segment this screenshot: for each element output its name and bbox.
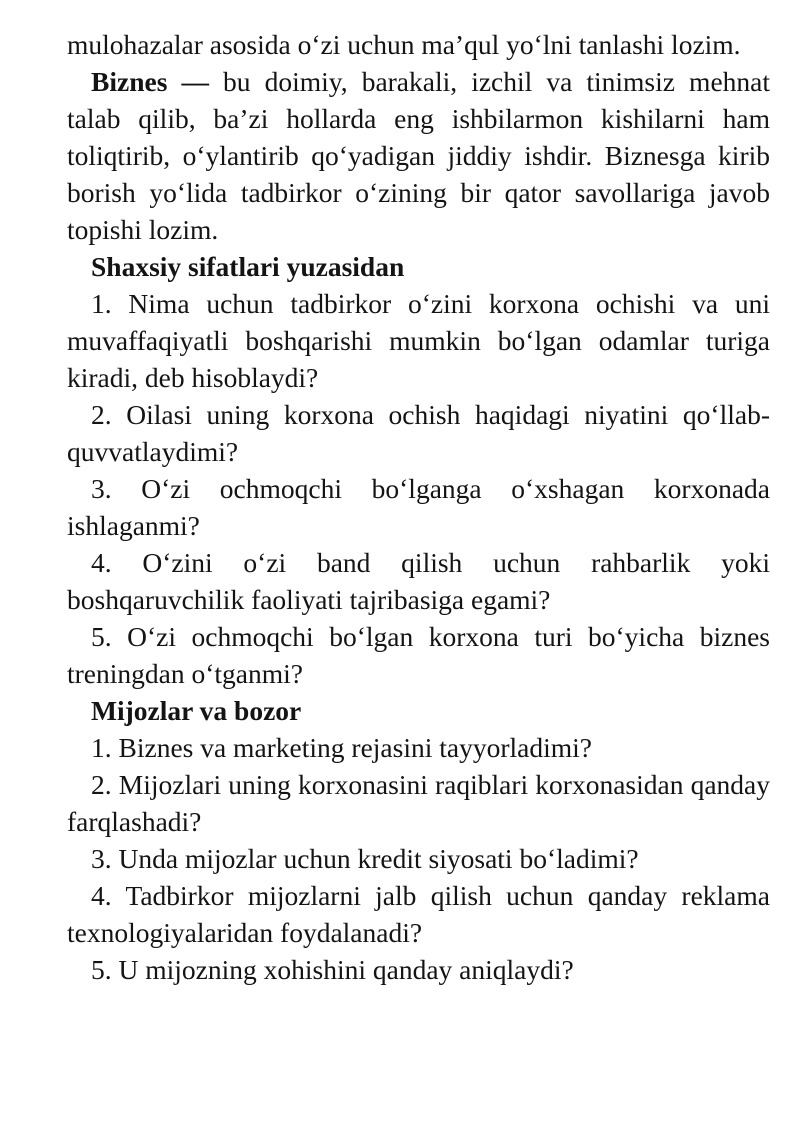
section-heading: Mijozlar va bozor	[91, 695, 302, 726]
question-item: 3. O‘zi ochmoqchi bo‘lganga o‘xshagan korxonada ishlaganmi?	[67, 473, 770, 541]
question-item: 2. Oilasi uning korxona ochish haqidagi niyatini qo‘llab-quvvatlaydimi?	[67, 399, 770, 467]
question-item: 3. Unda mijozlar uchun kredit siyosati bo‘ladimi?	[91, 843, 639, 874]
question-item: 5. O‘zi ochmoqchi bo‘lgan korxona turi bo‘yicha biznes treningdan o‘tganmi?	[67, 621, 770, 689]
question-item: 1. Biznes va marketing rejasini tayyorladimi?	[91, 732, 592, 763]
intro-continuation-paragraph: mulohazalar asosida o‘zi uchun ma’qul yo‘lni tanlashi lozim.	[67, 29, 741, 60]
question-item: 4. Tadbirkor mijozlarni jalb qilish uchun qanday reklama texnologiyalaridan foydalanadi?	[67, 880, 770, 948]
business-term: Biznes —	[91, 66, 209, 97]
question-item: 4. O‘zini o‘zi band qilish uchun rahbarlik yoki boshqaruvchilik faoliyati tajribasiga egami?	[67, 547, 770, 615]
business-definition-text: bu doimiy, barakali, izchil va tinimsiz mehnat talab qilib, ba’zi hollarda eng ishbilarmon kishilarni ham toliqtirib, o‘ylantirib qo‘yadigan jiddiy ishdir. Biznesga kirib borish yo‘lida tadbirkor o‘zining bir qator savollariga javob topishi lozim.	[67, 66, 770, 245]
question-item: 1. Nima uchun tadbirkor o‘zini korxona ochishi va uni muvaffaqiyatli boshqarishi mumkin bo‘lgan odamlar turiga kiradi, deb hisoblaydi?	[67, 288, 770, 393]
section-personal-qualities	[67, 248, 770, 692]
section-heading: Shaxsiy sifatlari yuzasidan	[91, 251, 405, 282]
question-item: 2. Mijozlari uning korxonasini raqiblari korxonasidan qanday farqlashadi?	[67, 769, 770, 837]
section-clients-and-market	[67, 692, 770, 988]
document-page	[67, 26, 770, 988]
question-item: 5. U mijozning xohishini qanday aniqlaydi?	[91, 954, 574, 985]
business-definition-paragraph	[67, 63, 770, 248]
